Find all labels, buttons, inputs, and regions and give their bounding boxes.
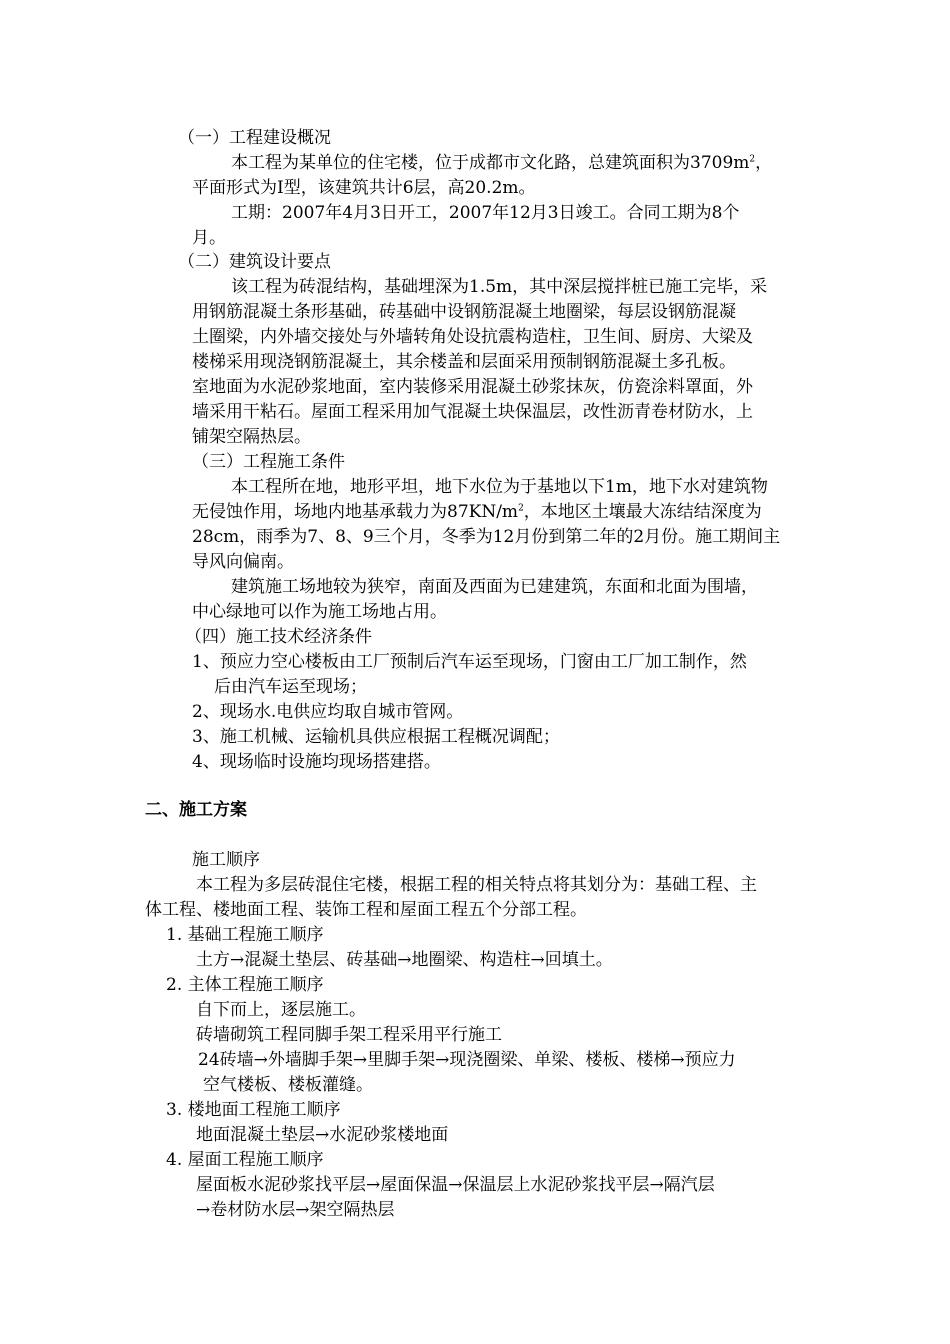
list-item: 1、预应力空心楼板由工厂预制后汽车运至现场，门窗由工厂加工制作，然 — [192, 652, 747, 672]
step-title: 4. 屋面工程施工顺序 — [166, 1150, 324, 1170]
paragraph-line: 体工程、楼地面工程、装饰工程和屋面工程五个分部工程。 — [145, 900, 587, 920]
section-heading-4: （四）施工技术经济条件 — [185, 627, 372, 647]
step-body: 自下而上，逐层施工。 — [196, 1000, 366, 1020]
paragraph-line: 土圈梁，内外墙交接处与外墙转角处设抗震构造柱，卫生间、厨房、大梁及 — [192, 327, 753, 347]
list-item: 2、现场水.电供应均取自城市管网。 — [192, 702, 464, 722]
list-item: 4、现场临时设施均现场搭建搭。 — [192, 752, 441, 772]
paragraph-line: 中心绿地可以作为施工场地占用。 — [192, 602, 447, 622]
paragraph-line: 工期：2007年4月3日开工，2007年12月3日竣工。合同工期为8个 — [231, 203, 740, 223]
step-title: 2. 主体工程施工顺序 — [166, 975, 324, 995]
step-title: 1. 基础工程施工顺序 — [166, 925, 324, 945]
step-body: 砖墙砌筑工程同脚手架工程采用平行施工 — [196, 1025, 502, 1045]
paragraph-line: 室地面为水泥砂浆地面，室内装修采用混凝土砂浆抹灰，仿瓷涂料罩面，外 — [192, 377, 753, 397]
paragraph-line: 建筑施工场地较为狭窄，南面及西面为已建建筑，东面和北面为围墙， — [231, 577, 758, 597]
paragraph-line: 楼梯采用现浇钢筋混凝土，其余楼盖和层面采用预制钢筋混凝土多孔板。 — [192, 352, 736, 372]
paragraph-line: 铺架空隔热层。 — [192, 427, 311, 447]
list-item-continuation: 后由汽车运至现场； — [214, 677, 367, 697]
paragraph-line: 28cm，雨季为7、8、9三个月，冬季为12月份到第二年的2月份。施工期间主 — [192, 527, 781, 547]
step-body: 土方→混凝土垫层、砖基础→地圈梁、构造柱→回填土。 — [196, 950, 613, 970]
paragraph-line: 该工程为砖混结构，基础埋深为1.5m，其中深层搅拌桩已施工完毕，采 — [231, 277, 768, 297]
superscript: 2 — [518, 503, 524, 514]
text: 本工程为某单位的住宅楼，位于成都市文化路，总建筑面积为3709m — [231, 153, 750, 173]
subheading: 施工顺序 — [192, 850, 260, 870]
paragraph-line: 本工程所在地，地形平坦，地下水位为于基地以下1m，地下水对建筑物 — [231, 477, 768, 497]
step-body: 屋面板水泥砂浆找平层→屋面保温→保温层上水泥砂浆找平层→隔汽层 — [196, 1175, 715, 1195]
paragraph-line — [231, 151, 772, 176]
paragraph-line — [192, 500, 762, 525]
step-body: →卷材防水层→架空隔热层 — [196, 1200, 395, 1220]
paragraph-line: 墙采用干粘石。屋面工程采用加气混凝土块保温层，改性沥青卷材防水，上 — [192, 402, 753, 422]
step-title: 3. 楼地面工程施工顺序 — [166, 1100, 341, 1120]
step-body: 24砖墙→外墙脚手架→里脚手架→现浇圈梁、单梁、楼板、楼梯→预应力 — [198, 1050, 736, 1070]
paragraph-line: 用钢筋混凝土条形基础，砖基础中设钢筋混凝土地圈梁，每层设钢筋混凝 — [192, 302, 736, 322]
text: ， — [755, 153, 773, 173]
step-body: 空气楼板、楼板灌缝。 — [203, 1075, 373, 1095]
step-body: 地面混凝土垫层→水泥砂浆楼地面 — [196, 1125, 449, 1145]
section-heading-2: （二）建筑设计要点 — [178, 252, 331, 272]
section-heading-3: （三）工程施工条件 — [192, 452, 345, 472]
text: 无侵蚀作用，场地内地基承载力为87KN/m — [192, 502, 519, 522]
superscript: 2 — [749, 154, 756, 165]
list-item: 3、施工机械、运输机具供应根据工程概况调配； — [192, 727, 560, 747]
text: ，本地区土壤最大冻结结深度为 — [523, 502, 762, 522]
paragraph-line: 本工程为多层砖混住宅楼，根据工程的相关特点将其划分为：基础工程、主 — [196, 875, 757, 895]
paragraph-line: 平面形式为Ⅰ型，该建筑共计6层，高20.2m。 — [192, 178, 536, 198]
paragraph-line: 导风向偏南。 — [192, 552, 294, 572]
paragraph-line: 月。 — [192, 228, 226, 248]
section-heading-1: （一）工程建设概况 — [178, 128, 331, 148]
chapter-title: 二、施工方案 — [145, 800, 247, 820]
